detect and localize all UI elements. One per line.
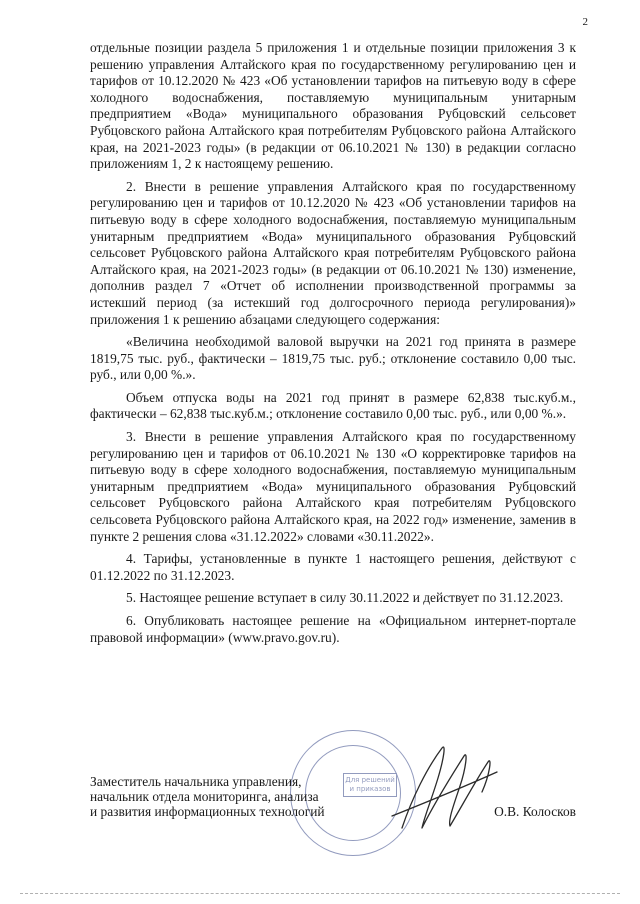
signatory-position-line-1: Заместитель начальника управления, (90, 774, 302, 789)
paragraph-1: отдельные позиции раздела 5 приложения 1 и отдельные позиции приложения 3 к решению управления Алтайского края по государственному регулированию цен и тарифов от 10.12.2020 № 423 «Об установлении тарифов на питьевую воду в сфере холодного водоснабжения, поставляемую муниципальным унитарным предприятием «Вода» муниципального образования Рубцовский сельсовет Рубцовского района Алтайского края потребителям Рубцовского района Алтайского края, на 2021-2023 годы» (в редакции от 06.10.2021 № 130) в редакции согласно приложениям 1, 2 к настоящему решению. (90, 40, 576, 172)
signatory-position-line-3: и развития информационных технологий (90, 803, 325, 819)
paragraph-3: «Величина необходимой валовой выручки на 2021 год принята в размере 1819,75 тыс. руб., фактически – 1819,75 тыс. руб.; отклонение составило 0,00 тыс. руб., или 0,00 %.». (90, 334, 576, 383)
paragraph-8: 6. Опубликовать настоящее решение на «Официальном интернет-портале правовой информации» (www.pravo.gov.ru). (90, 613, 576, 645)
signature-block (90, 775, 590, 835)
paragraph-6: 4. Тарифы, установленные в пункте 1 настоящего решения, действуют с 01.12.2022 по 31.12.2023. (90, 551, 576, 583)
stamp-label-line-2: и приказов (349, 785, 391, 793)
paragraph-7: 5. Настоящее решение вступает в силу 30.11.2022 и действует по 31.12.2023. (126, 590, 564, 606)
stamp-label-line-1: Для решений (345, 776, 395, 784)
signatory-name: О.В. Колосков (494, 804, 576, 819)
paragraph-2: 2. Внести в решение управления Алтайского края по государственному регулированию цен и тарифов от 10.12.2020 № 423 «Об установлении тарифов на питьевую воду в сфере холодного водоснабжения, поставляемую муниципальным унитарным предприятием «Вода» муниципального образования Рубцовский сельсовет Рубцовского района Алтайского края потребителям Рубцовского района Алтайского края, на 2021-2023 годы» (в редакции от 06.10.2021 № 130) изменение, дополнив раздел 7 «Отчет об исполнении производственной программы за истекший период (за истекший год долгосрочного периода регулирования)» приложения 1 к решению абзацами следующего содержания: (90, 178, 576, 327)
paragraph-4: Объем отпуска воды на 2021 год принят в размере 62,838 тыс.куб.м., фактически – 62,838 тыс.куб.м.; отклонение составило 0,00 тыс. руб., или 0,00 %.». (90, 389, 576, 422)
page-number: 2 (582, 16, 588, 28)
signatory-position-line-2: начальник отдела мониторинга, анализа (90, 788, 319, 804)
document-body (90, 40, 576, 652)
paragraph-5: 3. Внести в решение управления Алтайского края по государственному регулированию цен и тарифов от 06.10.2021 № 130 «О корректировке тарифов на питьевую воду в сфере холодного водоснабжения, поставляемую муниципальным унитарным предприятием «Вода» муниципального образования Рубцовский сельсовет Рубцовского района Алтайского края потребителям Рубцовского сельсовета Рубцовского района Алтайского края, на 2022 год» изменение, заменив в пункте 2 решения слова «31.12.2022» словами «30.11.2022». (90, 429, 576, 544)
footer-rule (20, 893, 620, 894)
